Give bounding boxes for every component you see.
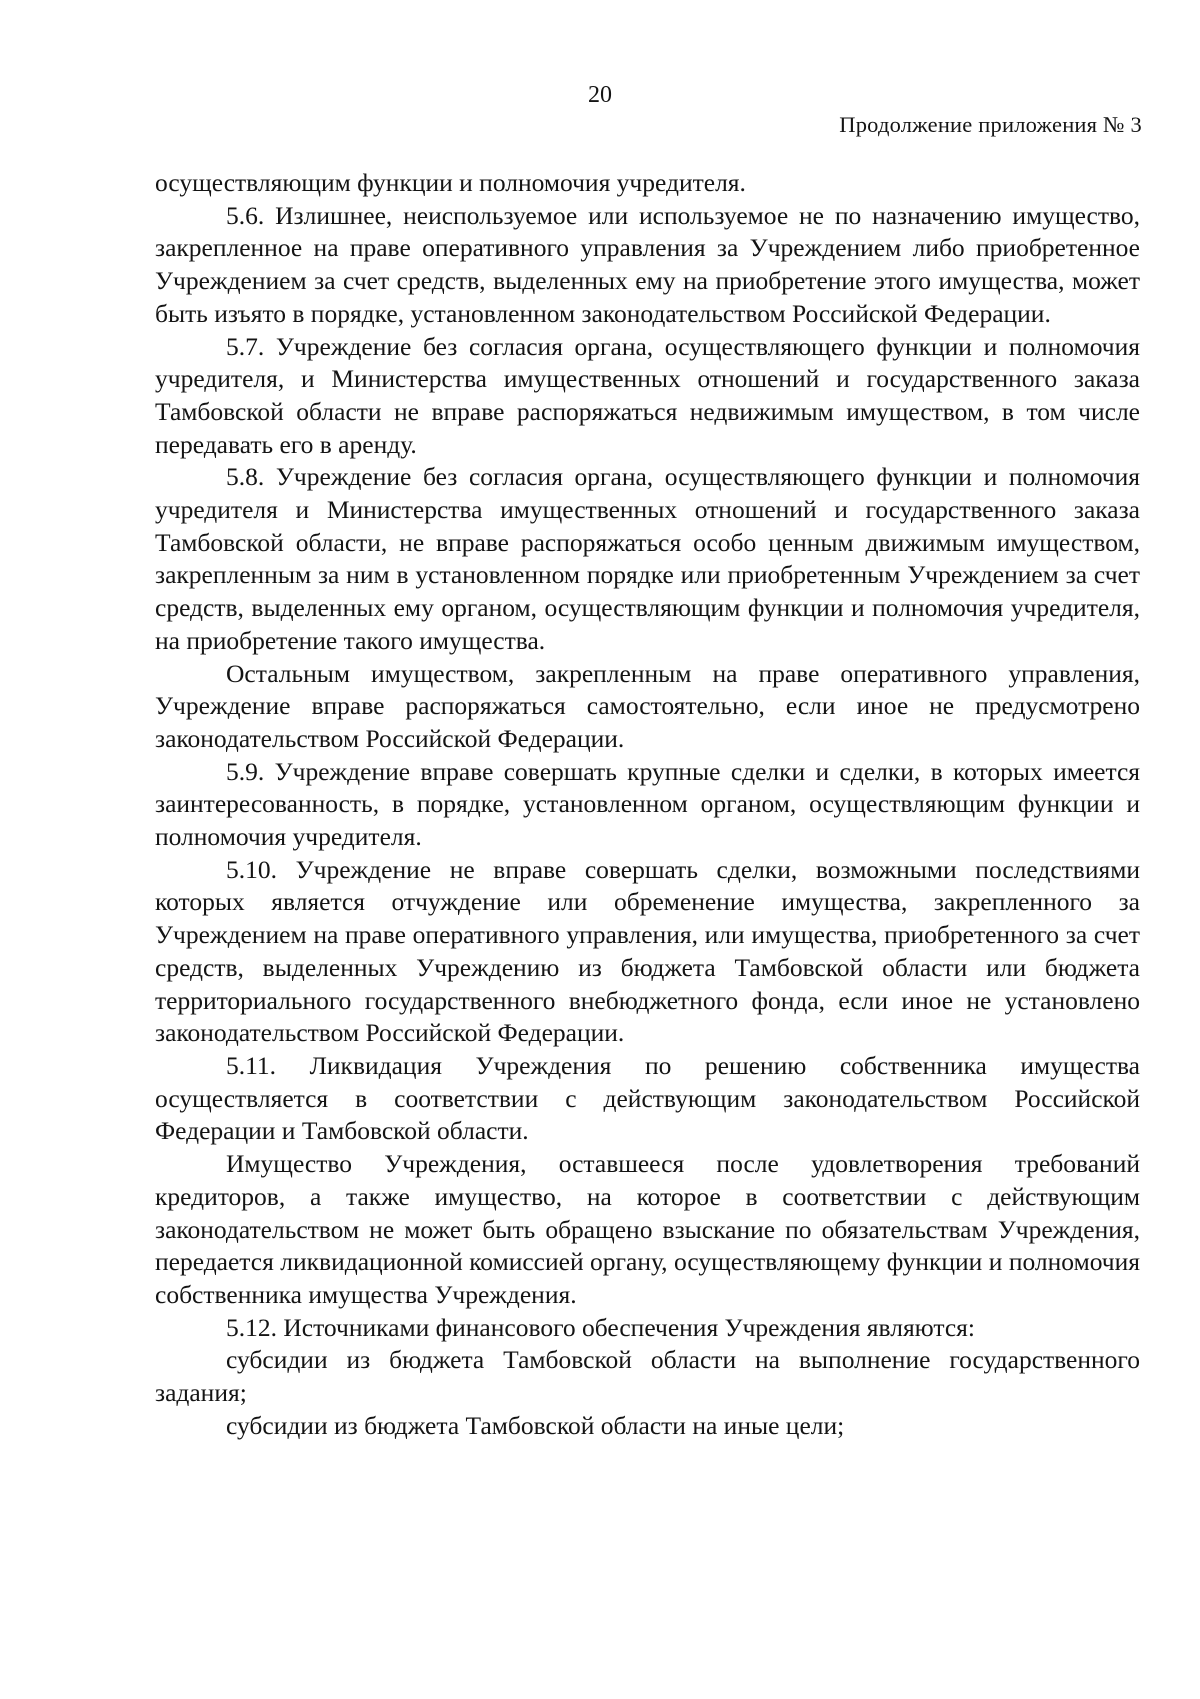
- page-number: 20: [588, 82, 612, 108]
- paragraph-5-11: 5.11. Ликвидация Учреждения по решению собственника имущества осуществляется в соответствии с действующим законодательством Российской Федерации и Тамбовской области.: [155, 1050, 1140, 1146]
- paragraph-5-12: 5.12. Источниками финансового обеспечения Учреждения являются:: [226, 1312, 975, 1342]
- paragraph-liquidation-property: Имущество Учреждения, оставшееся после удовлетворения требований кредиторов, а также имущество, на которое в соответствии с действующим законодательством не может быть обращено взыскание по обязательствам Учреждения, передается ликвидационной комиссией органу, осуществляющему функции и полномочия собственника имущества Учреждения.: [155, 1149, 1140, 1309]
- list-item-state-task-subsidy: субсидии из бюджета Тамбовской области на выполнение государственного задания;: [155, 1345, 1140, 1408]
- paragraph-intro: осуществляющим функции и полномочия учредителя.: [155, 168, 746, 197]
- paragraph-5-10: 5.10. Учреждение не вправе совершать сделки, возможными последствиями которых является отчуждение или обременение имущества, закрепленного за Учреждением на праве оперативного управления, или имущества, приобретенного за счет средств, выделенных Учреждению из бюджета Тамбовской области или бюджета территориального государственного внебюджетного фонда, если иное не установлено законодательством Российской Федерации.: [155, 854, 1140, 1048]
- paragraph-5-8: 5.8. Учреждение без согласия органа, осуществляющего функции и полномочия учредителя и Министерства имущественных отношений и государственного заказа Тамбовской области, не вправе распоряжаться особо ценным движимым имуществом, закрепленным за ним в установленном порядке или приобретенным Учреждением за счет средств, выделенных ему органом, осуществляющим функции и полномочия учредителя, на приобретение такого имущества.: [155, 462, 1140, 655]
- document-body: [155, 167, 1140, 1442]
- paragraph-5-9: 5.9. Учреждение вправе совершать крупные сделки и сделки, в которых имеется заинтересованность, в порядке, установленном органом, осуществляющим функции и полномочия учредителя.: [155, 756, 1140, 852]
- paragraph-5-6: 5.6. Излишнее, неиспользуемое или используемое не по назначению имущество, закрепленное на праве оперативного управления за Учреждением либо приобретенное Учреждением за счет средств, выделенных ему на приобретение этого имущества, может быть изъято в порядке, установленном законодательством Российской Федерации.: [155, 200, 1140, 328]
- paragraph-remaining-property: Остальным имуществом, закрепленным на праве оперативного управления, Учреждение вправе распоряжаться самостоятельно, если иное не предусмотрено законодательством Российской Федерации.: [155, 658, 1140, 753]
- appendix-continuation-note: Продолжение приложения № 3: [839, 112, 1142, 137]
- list-item-other-subsidy: субсидии из бюджета Тамбовской области на иные цели;: [226, 1410, 845, 1440]
- paragraph-5-7: 5.7. Учреждение без согласия органа, осуществляющего функции и полномочия учредителя, и Министерства имущественных отношений и государственного заказа Тамбовской области не вправе распоряжаться недвижимым имуществом, в том числе передавать его в аренду.: [155, 331, 1140, 459]
